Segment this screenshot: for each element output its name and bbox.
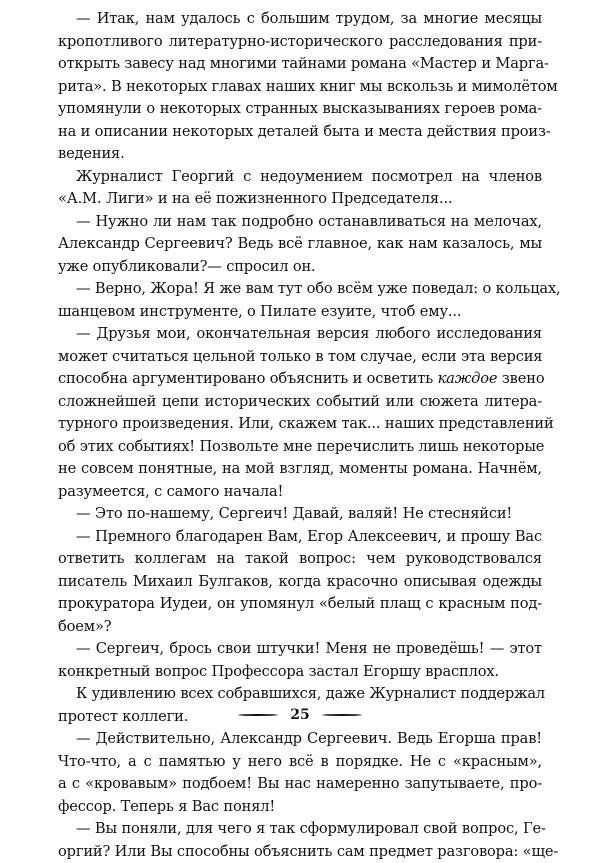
text-line: шанцевом инструменте, о Пилате езуите, чтоб ему... (58, 301, 542, 324)
text-line: сложнейшей цепи исторических событий или сюжета литера- (58, 391, 542, 414)
text-line: «А.М. Лиги» и на её пожизненного Председателя... (58, 188, 542, 211)
text-line: фессор. Теперь я Вас понял! (58, 796, 542, 819)
text-line: ответить коллегам на такой вопрос: чем руководствовался (58, 548, 542, 571)
text-line: — Это по-нашему, Сергеич! Давай, валяй! Не стесняйси! (58, 503, 542, 526)
footer-rule-right (322, 714, 362, 716)
text-line: об этих событиях! Позвольте мне перечислить лишь некоторые (58, 436, 542, 459)
text-fragment: звено (502, 370, 545, 387)
text-line: писатель Михаил Булгаков, когда красочно описывая одежды (58, 571, 542, 594)
text-line: оргий? Или Вы способны объяснить сам предмет разговора: «ще- (58, 841, 542, 863)
paragraph (58, 211, 542, 279)
emphasized-word: каждое (438, 370, 498, 387)
text-line: кропотливого литературно-исторического расследования при- (58, 31, 542, 54)
paragraph (58, 323, 542, 503)
text-line: протест коллеги. (58, 706, 542, 729)
text-line: ведения. (58, 143, 542, 166)
text-line: уже опубликовали?— спросил он. (58, 256, 542, 279)
body-text (58, 8, 542, 863)
text-line: Что-что, а с памятью у него всё в порядке. Не с «красным», (58, 751, 542, 774)
text-line: конкретный вопрос Профессора застал Егоршу врасплох. (58, 661, 542, 684)
paragraph (58, 166, 542, 211)
text-line: — Вы поняли, для чего я так сформулировал свой вопрос, Ге- (58, 818, 542, 841)
text-line: — Нужно ли нам так подробно останавливаться на мелочах, (58, 211, 542, 234)
text-line: прокуратора Иудеи, он упомянул «белый плащ с красным под- (58, 593, 542, 616)
paragraph (58, 278, 542, 323)
page-footer (0, 705, 600, 725)
text-line: — Верно, Жора! Я же вам тут обо всём уже поведал: о кольцах, (58, 278, 542, 301)
text-line (58, 368, 542, 391)
paragraph (58, 818, 542, 863)
page-number: 25 (290, 707, 309, 723)
text-line: Журналист Георгий с недоумением посмотрел на членов (58, 166, 542, 189)
text-line: — Друзья мои, окончательная версия любого исследования (58, 323, 542, 346)
paragraph (58, 728, 542, 818)
paragraph (58, 503, 542, 526)
text-line: — Премного благодарен Вам, Егор Алексеевич, и прошу Вас (58, 526, 542, 549)
text-line: — Итак, нам удалось с большим трудом, за многие месяцы (58, 8, 542, 31)
text-line: может считаться цельной только в том случае, если эта версия (58, 346, 542, 369)
paragraph (58, 526, 542, 639)
text-line: упомянули о некоторых странных высказываниях героев рома- (58, 98, 542, 121)
text-line: — Действительно, Александр Сергеевич. Ведь Егорша прав! (58, 728, 542, 751)
paragraph (58, 638, 542, 683)
text-line: не совсем понятные, на мой взгляд, моменты романа. Начнём, (58, 458, 542, 481)
text-line: турного произведения. Или, скажем так... наших представлений (58, 413, 542, 436)
text-line: рита». В некоторых главах наших книг мы вскользь и мимолётом (58, 76, 542, 99)
text-line: боем»? (58, 616, 542, 639)
text-line: К удивлению всех собравшихся, даже Журналист поддержал (58, 683, 542, 706)
text-line: Александр Сергеевич? Ведь всё главное, как нам казалось, мы (58, 233, 542, 256)
text-fragment: способна аргументировано объяснить и осветить (58, 370, 433, 387)
footer-rule-left (238, 714, 278, 716)
text-line: открыть завесу над многими тайнами романа «Мастер и Марга- (58, 53, 542, 76)
paragraph (58, 8, 542, 166)
text-line: — Сергеич, брось свои штучки! Меня не проведёшь! — этот (58, 638, 542, 661)
text-line: разумеется, с самого начала! (58, 481, 542, 504)
text-line: а с «кровавым» подбоем! Вы нас намеренно запутываете, про- (58, 773, 542, 796)
text-line: на и описании некоторых деталей быта и места действия произ- (58, 121, 542, 144)
